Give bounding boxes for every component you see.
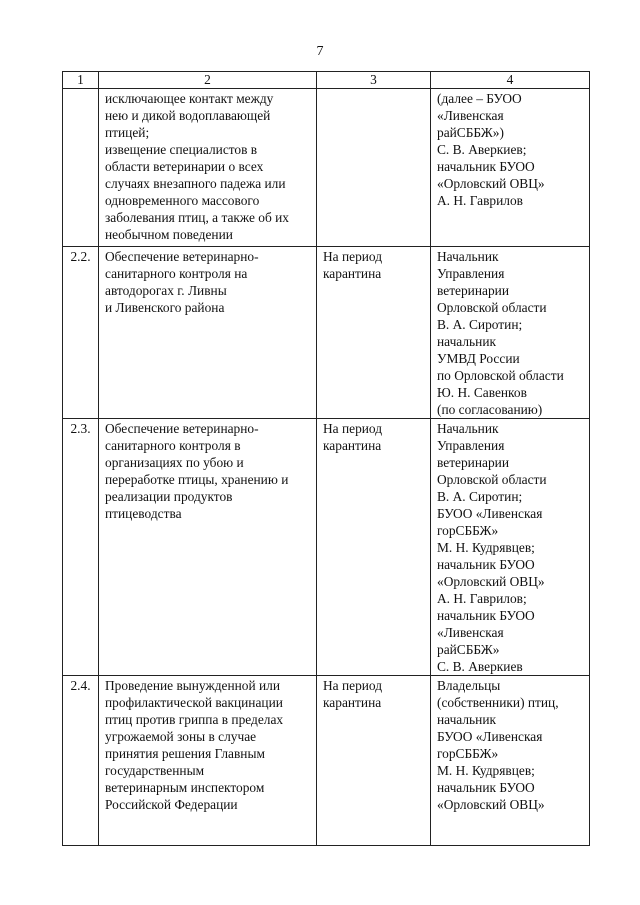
cell-text-line: начальник БУОО [437, 608, 535, 623]
cell-text-line: ветеринарии [437, 455, 509, 470]
cell-text-line: карантина [323, 266, 382, 281]
cell-text-line: карантина [323, 438, 382, 453]
term-cell [317, 89, 431, 247]
cell-text-line: Российской Федерации [105, 797, 238, 812]
cell-text-line: На период [323, 678, 383, 693]
cell-text-line: одновременного массового [105, 193, 260, 208]
responsible-cell [431, 419, 590, 676]
cell-text-line: санитарного контроля на [105, 266, 248, 281]
cell-text-line: санитарного контроля в [105, 438, 241, 453]
cell-text-line: принятия решения Главным [105, 746, 265, 761]
cell-text-line: Ю. Н. Савенков [437, 385, 527, 400]
cell-text-line: А. Н. Гаврилов [437, 193, 523, 208]
row-number: 2.4. [63, 676, 99, 846]
cell-text-line: Начальник [437, 421, 499, 436]
cell-text-line: райСББЖ» [437, 642, 500, 657]
cell-text-line: птицеводства [105, 506, 182, 521]
cell-text-line: Управления [437, 438, 505, 453]
cell-text-line: начальник [437, 334, 496, 349]
row-number: 2.3. [63, 419, 99, 676]
cell-text-line: извещение специалистов в [105, 142, 258, 157]
cell-text-line: «Орловский ОВЦ» [437, 574, 545, 589]
cell-text-line: (по согласованию) [437, 402, 543, 417]
cell-text-line: На период [323, 249, 383, 264]
cell-text-line: (собственники) птиц, [437, 695, 559, 710]
cell-text-line: Владельцы [437, 678, 501, 693]
header-col-4: 4 [431, 72, 590, 89]
cell-text-line: БУОО «Ливенская [437, 729, 543, 744]
cell-text-line: начальник БУОО [437, 159, 535, 174]
cell-text-line: необычном поведении [105, 227, 233, 242]
cell-text-line: БУОО «Ливенская [437, 506, 543, 521]
cell-text-line: «Ливенская [437, 108, 504, 123]
cell-text-line: области ветеринарии о всех [105, 159, 264, 174]
measure-cell [99, 89, 317, 247]
cell-text-line: угрожаемой зоны в случае [105, 729, 257, 744]
cell-text-line: УМВД России [437, 351, 520, 366]
cell-text-line: М. Н. Кудрявцев; [437, 540, 535, 555]
cell-text-line: птиц против гриппа в пределах [105, 712, 284, 727]
cell-text-line: Начальник [437, 249, 499, 264]
header-col-2: 2 [99, 72, 317, 89]
cell-text-line: С. В. Аверкиев [437, 659, 523, 674]
cell-text-line: Обеспечение ветеринарно- [105, 421, 259, 436]
term-cell [317, 247, 431, 419]
cell-text-line: исключающее контакт между [105, 91, 274, 106]
table-row [63, 247, 590, 419]
plan-table [62, 71, 590, 846]
cell-text-line: ветеринарии [437, 283, 509, 298]
cell-text-line: Обеспечение ветеринарно- [105, 249, 259, 264]
table-row [63, 419, 590, 676]
cell-text-line: Управления [437, 266, 505, 281]
row-number: 2.2. [63, 247, 99, 419]
cell-text-line: птицей; [105, 125, 150, 140]
cell-text-line: и Ливенского района [105, 300, 225, 315]
table-row [63, 89, 590, 247]
cell-text-line: (далее – БУОО [437, 91, 522, 106]
cell-text-line: Орловской области [437, 300, 547, 315]
cell-text-line: ветеринарным инспектором [105, 780, 265, 795]
cell-text-line: начальник БУОО [437, 780, 535, 795]
term-cell [317, 419, 431, 676]
responsible-cell [431, 676, 590, 846]
table-row [63, 676, 590, 846]
cell-text-line: Орловской области [437, 472, 547, 487]
cell-text-line: А. Н. Гаврилов; [437, 591, 527, 606]
cell-text-line: по Орловской области [437, 368, 564, 383]
cell-text-line: В. А. Сиротин; [437, 489, 523, 504]
cell-text-line: «Орловский ОВЦ» [437, 797, 545, 812]
responsible-cell [431, 89, 590, 247]
cell-text-line: М. Н. Кудрявцев; [437, 763, 535, 778]
cell-text-line: государственным [105, 763, 205, 778]
term-cell [317, 676, 431, 846]
measure-cell [99, 676, 317, 846]
cell-text-line: реализации продуктов [105, 489, 233, 504]
row-number [63, 89, 99, 247]
measure-cell [99, 247, 317, 419]
cell-text-line: переработке птицы, хранению и [105, 472, 289, 487]
cell-text-line: начальник БУОО [437, 557, 535, 572]
cell-text-line: «Ливенская [437, 625, 504, 640]
page-number: 7 [316, 44, 324, 59]
cell-text-line: карантина [323, 695, 382, 710]
cell-text-line: Проведение вынужденной или [105, 678, 281, 693]
table-header-row [63, 72, 590, 89]
header-col-3: 3 [317, 72, 431, 89]
cell-text-line: профилактической вакцинации [105, 695, 283, 710]
cell-text-line: В. А. Сиротин; [437, 317, 523, 332]
measure-cell [99, 419, 317, 676]
cell-text-line: С. В. Аверкиев; [437, 142, 527, 157]
cell-text-line: организациях по убою и [105, 455, 244, 470]
cell-text-line: нею и дикой водоплавающей [105, 108, 271, 123]
cell-text-line: автодорогах г. Ливны [105, 283, 227, 298]
cell-text-line: случаях внезапного падежа или [105, 176, 286, 191]
responsible-cell [431, 247, 590, 419]
cell-text-line: горСББЖ» [437, 523, 499, 538]
cell-text-line: райСББЖ») [437, 125, 504, 140]
cell-text-line: На период [323, 421, 383, 436]
cell-text-line: «Орловский ОВЦ» [437, 176, 545, 191]
cell-text-line: начальник [437, 712, 496, 727]
cell-text-line: горСББЖ» [437, 746, 499, 761]
header-col-1: 1 [63, 72, 99, 89]
cell-text-line: заболевания птиц, а также об их [105, 210, 290, 225]
